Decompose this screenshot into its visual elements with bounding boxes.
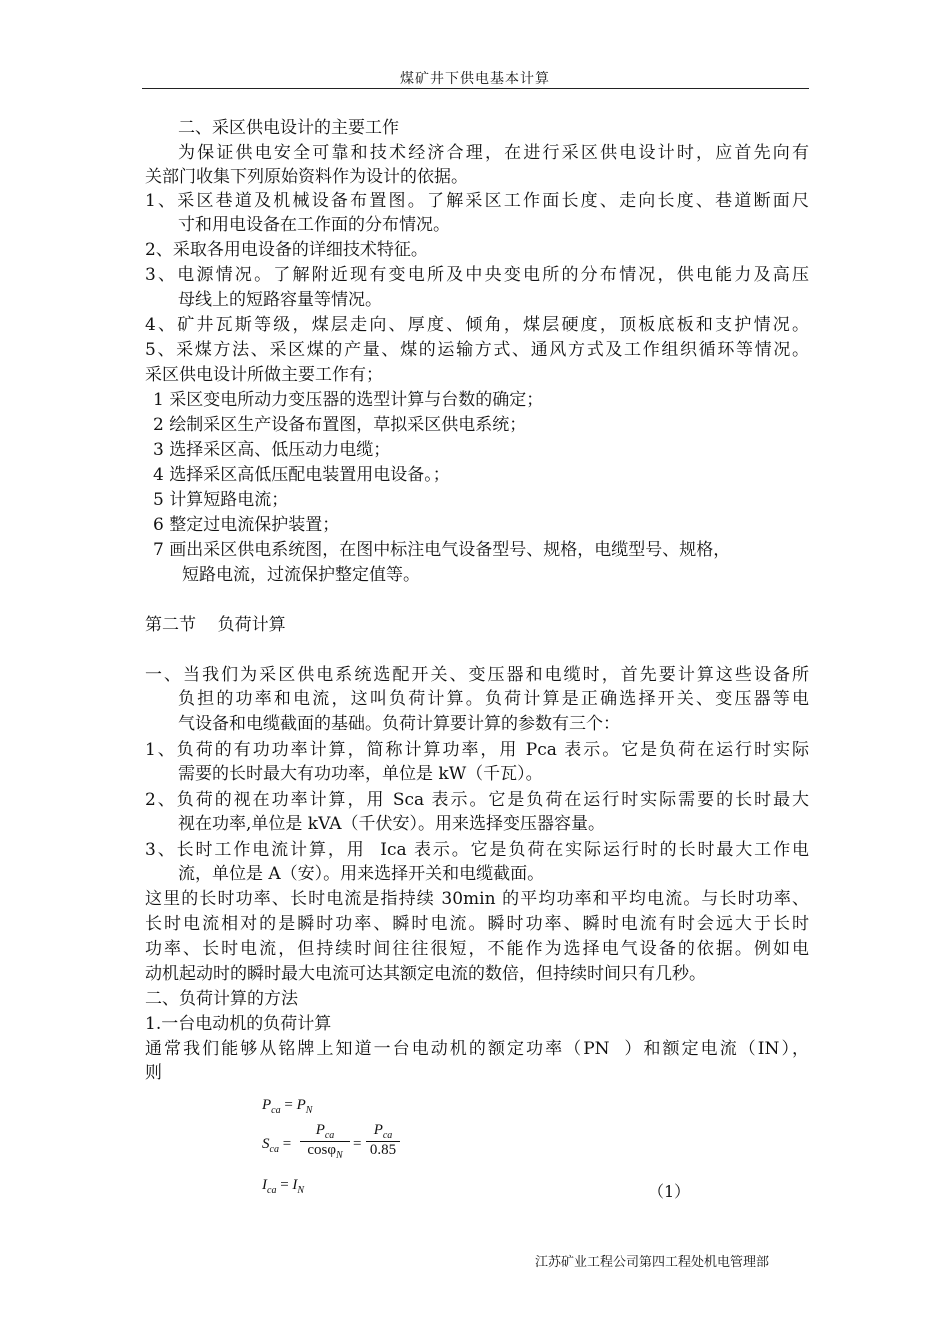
- list-item: 4、矿井瓦斯等级，煤层走向、厚度、倾角，煤层硬度，顶板底板和支护情况。: [145, 315, 809, 335]
- task-item: 2 绘制采区生产设备布置图，草拟采区供电系统；: [153, 415, 527, 435]
- paragraph-line: 动机起动时的瞬时最大电流可达其额定电流的数倍，但持续时间只有几秒。: [145, 964, 706, 984]
- list-item: 2、采取各用电设备的详细技术特征。: [145, 240, 428, 260]
- task-item: 4 选择采区高低压配电装置用电设备。；: [153, 465, 450, 485]
- page-footer-org: 江苏矿业工程公司第四工程处机电管理部: [535, 1255, 770, 1270]
- page-header-title: 煤矿井下供电基本计算: [400, 71, 550, 87]
- paragraph-line: 气设备和电缆截面的基础。负荷计算要计算的参数有三个：: [178, 714, 620, 734]
- formula-line-ica: $I_{ca} = I_N$: [262, 1177, 305, 1196]
- paragraph-line: 一、当我们为采区供电系统选配开关、变压器和电缆时，首先要计算这些设备所: [145, 665, 809, 685]
- task-item: 7 画出采区供电系统图，在图中标注电气设备型号、规格，电缆型号、规格，: [153, 540, 731, 560]
- paragraph-line: 通常我们能够从铭牌上知道一台电动机的额定功率（PN ）和额定电流（IN），: [145, 1039, 809, 1059]
- task-item: 3 选择采区高、低压动力电缆；: [153, 440, 391, 460]
- paragraph-line: 负担的功率和电流，这叫负荷计算。负荷计算是正确选择开关、变压器等电: [178, 689, 809, 709]
- list-item: 1、负荷的有功功率计算，简称计算功率，用 Pca 表示。它是负荷在运行时实际: [145, 740, 809, 760]
- equation-number: （1）: [648, 1182, 691, 1201]
- paragraph-line: 为保证供电安全可靠和技术经济合理，在进行采区供电设计时，应首先向有: [178, 143, 809, 163]
- section-heading: 二、负荷计算的方法: [145, 989, 298, 1009]
- list-item: 3、长时工作电流计算，用 Ica 表示。它是负荷在实际运行时的长时最大工作电: [145, 840, 809, 860]
- section-heading: 二、采区供电设计的主要工作: [178, 118, 399, 138]
- paragraph-line: 则: [145, 1063, 162, 1083]
- paragraph-line: 长时电流相对的是瞬时功率、瞬时电流。瞬时功率、瞬时电流有时会远大于长时: [145, 914, 809, 934]
- paragraph-line: 采区供电设计所做主要工作有；: [145, 365, 383, 385]
- section-heading: 第二节 负荷计算: [145, 615, 286, 635]
- task-item: 6 整定过电流保护装置；: [153, 515, 340, 535]
- list-item-continuation: 母线上的短路容量等情况。: [178, 290, 382, 310]
- list-item-continuation: 流，单位是 A（安）。用来选择开关和电缆截面。: [178, 864, 545, 884]
- subsection-heading: 1.一台电动机的负荷计算: [145, 1014, 332, 1034]
- list-item-continuation: 需要的长时最大有功功率，单位是 kW（千瓦）。: [178, 764, 543, 784]
- task-item: 1 采区变电所动力变压器的选型计算与台数的确定；: [153, 390, 544, 410]
- list-item-continuation: 寸和用电设备在工作面的分布情况。: [178, 215, 450, 235]
- list-item: 3、电源情况。了解附近现有变电所及中央变电所的分布情况，供电能力及高压: [145, 265, 809, 285]
- paragraph-line: 这里的长时功率、长时电流是指持续 30min 的平均功率和平均电流。与长时功率、: [145, 889, 809, 909]
- list-item-continuation: 视在功率,单位是 kVA（千伏安）。用来选择变压器容量。: [178, 814, 606, 834]
- paragraph-line: 功率、长时电流，但持续时间往往很短，不能作为选择电气设备的依据。例如电: [145, 939, 809, 959]
- equals-sign: =: [353, 1136, 362, 1152]
- list-item: 5、采煤方法、采区煤的产量、煤的运输方式、通风方式及工作组织循环等情况。: [145, 340, 809, 360]
- formula-line-sca-lhs: $S_{ca}$ =: [262, 1136, 292, 1155]
- task-item-continuation: 短路电流，过流保护整定值等。: [182, 565, 420, 585]
- formula-line-pca: $P_{ca} = P_N$: [262, 1097, 313, 1116]
- paragraph-line: 关部门收集下列原始资料作为设计的依据。: [145, 167, 468, 187]
- list-item: 1、采区巷道及机械设备布置图。了解采区工作面长度、走向长度、巷道断面尺: [145, 191, 809, 211]
- task-item: 5 计算短路电流；: [153, 490, 289, 510]
- header-rule: [142, 88, 809, 89]
- fraction-pca-over-cos: $P_{ca}$ cosφ$_N$: [300, 1122, 350, 1161]
- list-item: 2、负荷的视在功率计算，用 Sca 表示。它是负荷在运行时实际需要的长时最大: [145, 790, 809, 810]
- fraction-pca-over-085: $P_{ca}$ 0.85: [366, 1122, 400, 1159]
